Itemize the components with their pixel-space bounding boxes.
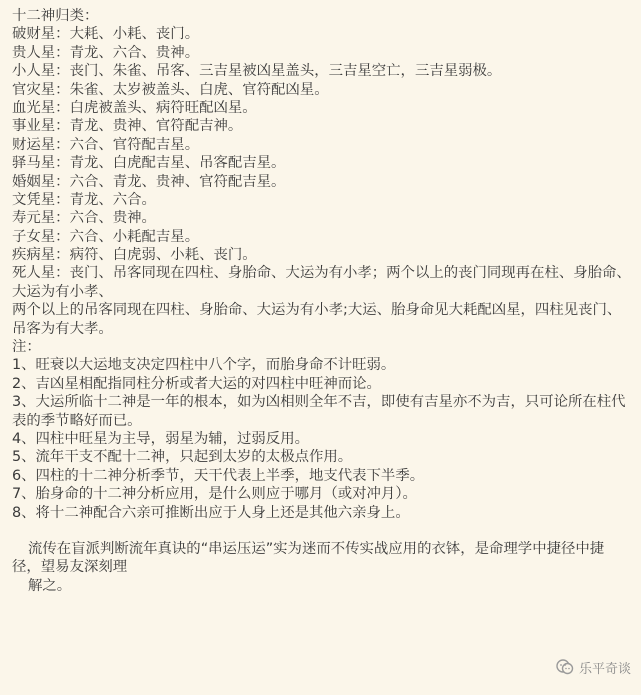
note-line: 1、旺衰以大运地支决定四柱中八个字，而胎身命不计旺弱。 xyxy=(12,357,396,374)
category-line: 婚姻星：六合、青龙、贵神、官符配吉星。 xyxy=(12,173,286,190)
paragraph-gap xyxy=(12,522,637,540)
category-line: 血光星：白虎被盖头、病符旺配凶星。 xyxy=(12,99,257,116)
note-line: 6、四柱的十二神分析季节，天干代表上半季，地支代表下半季。 xyxy=(12,467,425,484)
category-line: 官灾星：朱雀、太岁被盖头、白虎、官符配凶星。 xyxy=(12,81,329,98)
category-line: 驿马星：青龙、白虎配吉星、吊客配吉星。 xyxy=(12,155,286,172)
category-line: 两个以上的吊客同现在四柱、身胎命、大运为有小孝;大运、胎身命见大耗配凶星，四柱见丧门、 xyxy=(12,302,622,319)
closing-line: 解之。 xyxy=(28,577,72,594)
category-line: 子女星：六合、小耗配吉星。 xyxy=(12,228,200,245)
note-line: 8、将十二神配合六亲可推断出应于人身上还是其他六亲身上。 xyxy=(12,504,410,521)
note-line: 3、大运所临十二神是一年的根本，如为凶相则全年不吉，即使有吉星亦不为吉，只可论所在柱代 xyxy=(12,394,626,411)
watermark-label: 乐平奇谈 xyxy=(578,661,631,677)
note-line: 5、流年干支不配十二神，只起到太岁的太极点作用。 xyxy=(12,449,353,466)
closing-line: 流传在盲派判断流年真诀的“串运压运”实为迷而不传实战应用的衣钵，是命理学中捷径中捷 xyxy=(28,540,605,557)
notes-list xyxy=(12,356,637,522)
category-line: 寿元星：六合、贵神。 xyxy=(12,210,156,227)
category-list xyxy=(12,25,637,338)
note-line: 4、四柱中旺星为主导，弱星为辅，过弱反用。 xyxy=(12,430,309,447)
category-line: 吊客为有大孝。 xyxy=(12,320,113,337)
notes-title: 注： xyxy=(12,339,41,356)
category-line: 小人星：丧门、朱雀、吊客、三吉星被凶星盖头，三吉星空亡，三吉星弱极。 xyxy=(12,63,502,80)
note-line: 表的季节略好而已。 xyxy=(12,412,142,429)
section-title: 十二神归类： xyxy=(12,8,99,24)
closing-paragraph xyxy=(12,540,637,595)
watermark xyxy=(556,657,631,677)
category-line: 破财星：大耗、小耗、丧门。 xyxy=(12,26,200,43)
closing-line: 径，望易友深刻理 xyxy=(12,559,128,576)
category-line: 大运为有小孝、 xyxy=(12,283,113,300)
category-line: 死人星：丧门、吊客同现在四柱、身胎命、大运为有小孝；两个以上的丧门同现再在柱、身胎命、 xyxy=(12,265,631,282)
category-line: 财运星：六合、官符配吉星。 xyxy=(12,136,200,153)
note-line: 7、胎身命的十二神分析应用，是什么则应于哪月（或对冲月）。 xyxy=(12,486,417,503)
wechat-channel-icon xyxy=(556,659,574,675)
note-line: 2、吉凶星相配指同柱分析或者大运的对四柱中旺神而论。 xyxy=(12,375,381,392)
article-body xyxy=(12,7,637,595)
category-line: 疾病星：病符、白虎弱、小耗、丧门。 xyxy=(12,247,257,264)
category-line: 事业星：青龙、贵神、官符配吉神。 xyxy=(12,118,243,135)
category-line: 贵人星：青龙、六合、贵神。 xyxy=(12,44,200,61)
category-line: 文凭星：青龙、六合。 xyxy=(12,191,156,208)
